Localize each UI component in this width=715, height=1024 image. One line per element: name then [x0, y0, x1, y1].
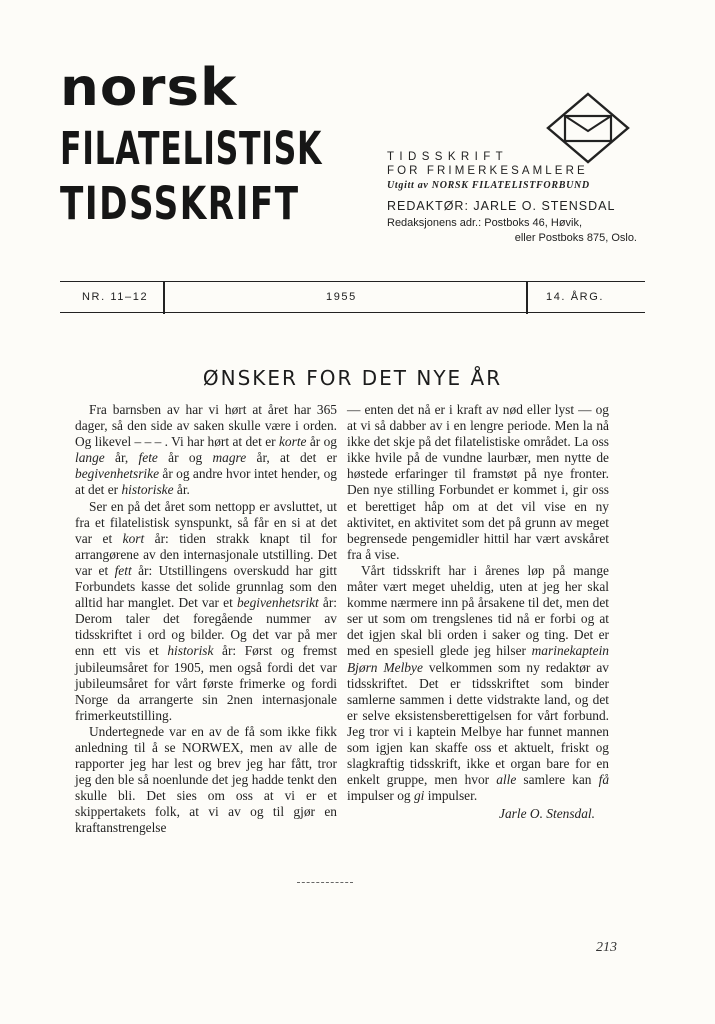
tagline-1: TIDSSKRIFT [387, 151, 509, 163]
publication-info [387, 150, 647, 246]
issue-number: NR. 11–12 [82, 291, 149, 303]
issue-divider-1 [163, 281, 165, 314]
end-separator [297, 882, 353, 883]
masthead-line-2: FILATELISTISK [60, 122, 323, 175]
paragraph: Fra barnsben av har vi hørt at året har 365 dager, så den side av saken skulle være i orden. Og likevel – – – . Vi har hørt at det er korte år og lange år, fete år og magre år, at det er begivenhetsrike år og andre hvor intet hender, og at det er historiske år. [75, 402, 337, 498]
paragraph: Vårt tidsskrift har i årenes løp på mange måter vært meget uheldig, uten at jeg her skal komme nærmere inn på årsakene til det, men det ser ut som om trengslenes tid nå er forbi og at det igjen skal bli orden i saker og ting. Det er med en spesiell glede jeg hilser marinekaptein Bjørn Melbye velkommen som ny redaktør av tidsskriftet. Det er tidsskriftet som binder samlerne sammen i dette vidstrakte land, og det er selve eksistensberettigelsen for vårt forbund. Jeg tror vi i kaptein Melbye har funnet mannen som igjen kan skaffe oss et aktuelt, friskt og slagkraftig tidsskrift, ikke et organ bare for en enkelt gruppe, men hvor alle samlere kan få impulser og gi impulser. [347, 562, 610, 804]
page-number: 213 [596, 940, 617, 955]
article-column-right [347, 402, 609, 822]
paragraph: — enten det nå er i kraft av nød eller lyst — og at vi så dabber av i en lengre periode. Men la nå ikke det skje på det filatelistiske området. La oss ikke hvile på de vundne laurbær, men nytte de høstede erfaringer til framstøt på nye fronter. Den nye stilling Forbundet er kommet i, gir oss et berettiget håp om at det vil vise en ny aktivitet, en aktivitet som det på grunn av meget begrensede pengemidler hittil har vært avskåret fra å vise. [347, 402, 609, 562]
tagline-2: FOR FRIMERKESAMLERE [387, 165, 588, 177]
signature: Jarle O. Stensdal. [499, 806, 595, 822]
article-column-left [75, 402, 337, 837]
masthead [60, 58, 360, 230]
article-title: ØNSKER FOR DET NYE ÅR [202, 366, 503, 390]
editor-line: REDAKTØR: JARLE O. STENSDAL [387, 199, 616, 213]
issue-volume: 14. ÅRG. [546, 291, 605, 303]
paragraph: Ser en på det året som nettopp er avsluttet, ut fra et filatelistisk synspunkt, så får en si at det var et kort år: tiden strakk knapt til for arrangørene av den internasjonale utstilling. Det var et fett år: Utstillingens overskudd har gitt Forbundets kasse det solide grunnlag som den alltid har manglet. Det var et begivenhetsrikt år: Derom taler det foregående nummer av tidsskriftet i ord og bilder. Og det var på mer enn ett vis et historisk år: Først og fremst jubileumsåret for 1905, men også fordi det var jubileumsåret for vårt første frimerke og fordi Norge da arrangerte sin 2nen internasjonale frimerkeutstilling. [75, 498, 338, 723]
issue-year: 1955 [326, 291, 357, 303]
publisher-line: Utgitt av NORSK FILATELISTFORBUND [387, 180, 590, 191]
masthead-line-1: norsk [60, 58, 238, 118]
issue-divider-2 [526, 281, 528, 314]
paragraph: Undertegnede var en av de få som ikke fikk anledning til å se NORWEX, men av alle de rapporter jeg har lest og brev jeg har fått, tror jeg den ble så noenlunde det jeg hadde tenkt den skulle bli. Det sies om oss at vi er et skippertakets folk, at vi av og til gjør en kraftanstrengelse [75, 723, 337, 836]
address-line-2: eller Postboks 875, Oslo. [514, 232, 637, 244]
issue-bar [60, 281, 645, 313]
masthead-line-3: TIDSSKRIFT [60, 177, 300, 230]
address-line-1: Redaksjonens adr.: Postboks 46, Høvik, [387, 217, 583, 229]
